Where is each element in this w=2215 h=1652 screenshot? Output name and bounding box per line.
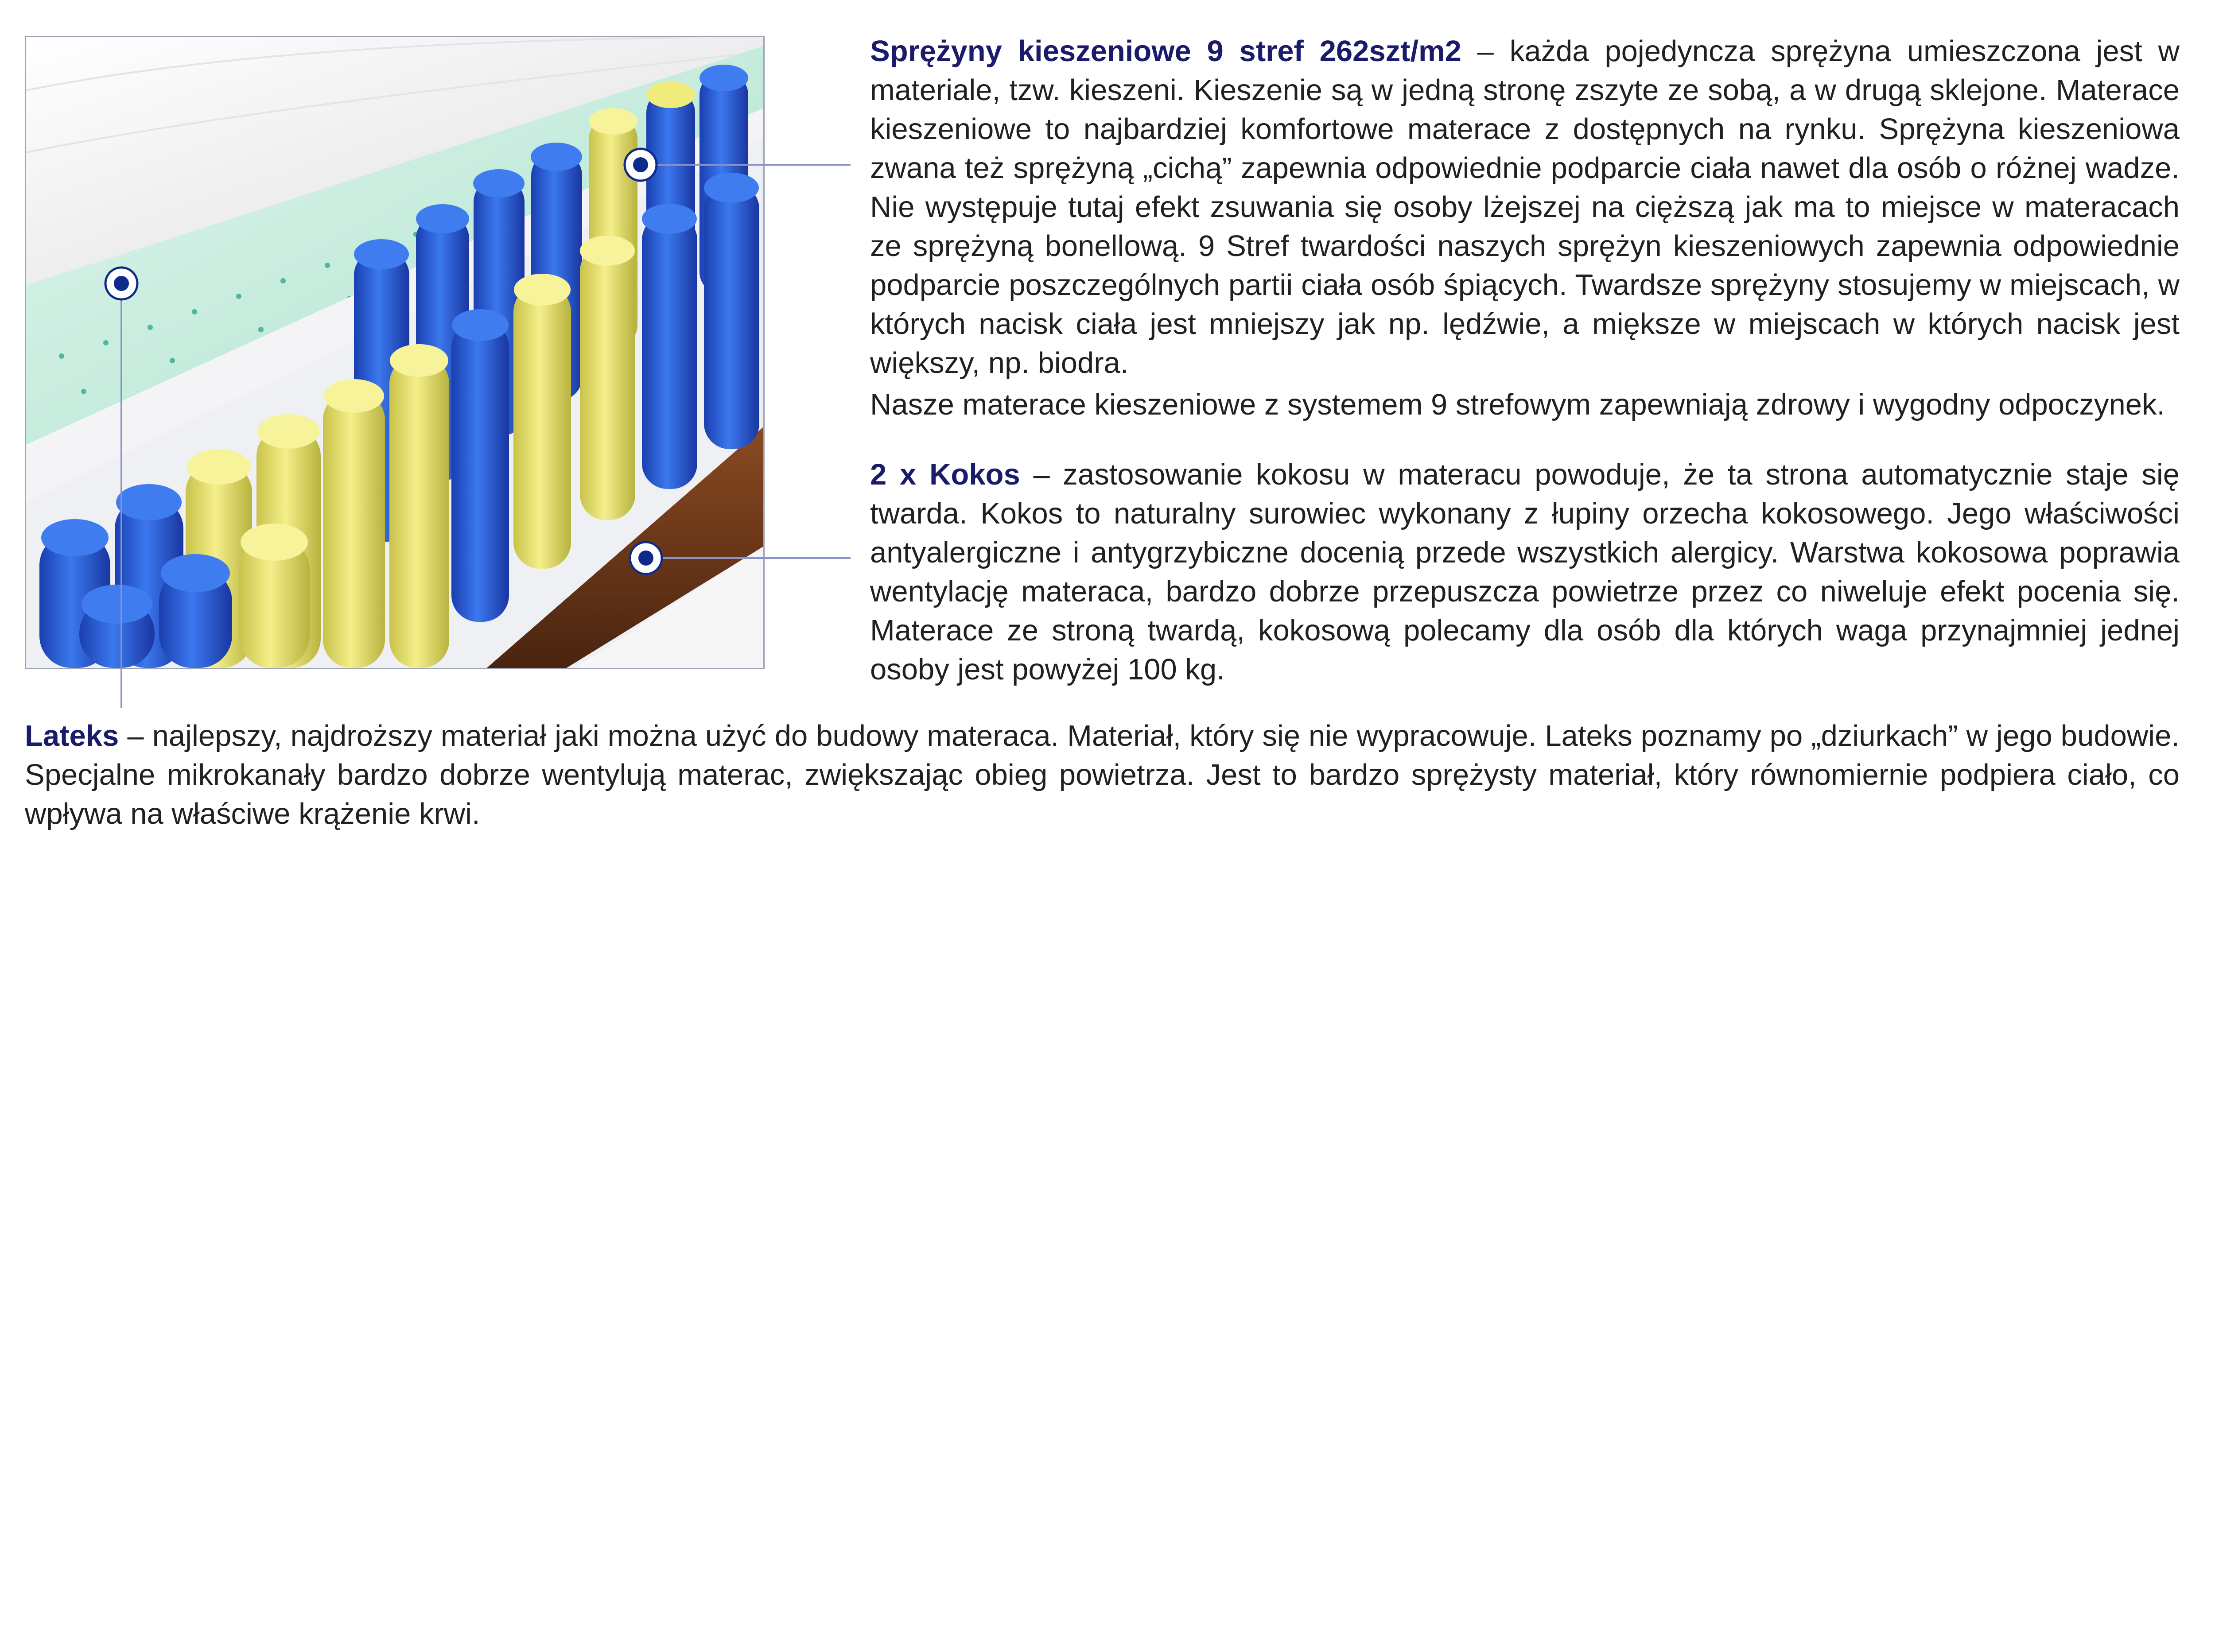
pocket-springs-text: – każda pojedyncza sprężyna umieszczona jest w materiale, tzw. kieszeni. Kieszenie są w jedną stronę zszyte ze sobą, a w drugą sklejone. Materace kieszeniowe to najbardziej komfortowe materace z dostępnych na rynku. Sprężyna kieszeniowa zwana też sprężyną „cichą” zapewnia odpowiednie podparcie ciała nawet dla osób o różnej wadze. Nie występuje tutaj efekt zsuwania się osoby lżejszej na cięższą jak ma to miejsce w materacach ze sprężyną bonellową. 9 Stref twardości naszych sprężyn kieszeniowych zapewnia odpowiednie podparcie poszczególnych partii ciała osób śpiących. Twardsze sprężyny stosujemy w miejscach, w których nacisk ciała jest mniejszy jak np. lędźwie, a miększe w miejscach w których nacisk jest większy, np. biodra. [870, 35, 2180, 380]
coconut-text: – zastosowanie kokosu w materacu powoduje, że ta strona automatycznie staje się twarda. Kokos to naturalny surowiec wykonany z łupiny orzecha kokosowego. Jego właściwości antyalergiczne i antygrzybiczne docenią przede wszystkich alergicy. Warstwa kokosowa poprawia wentylację materaca, bardzo dobrze przepuszcza powietrze przez co niweluje efekt pocenia się. Materace ze stroną twardą, kokosową polecamy dla osób dla których waga przynajmniej jednej osoby jest powyżej 100 kg. [870, 458, 2180, 686]
pocket-springs-description [870, 32, 2180, 383]
latex-description [25, 717, 2180, 834]
latex-term: Lateks [25, 719, 119, 752]
pocket-springs-summary: Nasze materace kieszeniowe z systemem 9 strefowym zapewniają zdrowy i wygodny odpoczynek. [870, 388, 2165, 421]
latex-text: – najlepszy, najdroższy materiał jaki można użyć do budowy materaca. Materiał, który się nie wypracowuje. Lateks poznamy po „dziurkach” w jego budowie. Specjalne mikrokanały bardzo dobrze wentylują materac, zwiększając obieg powietrza. Jest to bardzo sprężysty materiał, który równomiernie podpiera ciało, co wpływa na właściwe krążenie krwi. [25, 719, 2180, 830]
pocket-springs-term: Sprężyny kieszeniowe 9 stref 262szt/m2 [870, 35, 1461, 68]
coconut-description [870, 455, 2180, 689]
mattress-cross-section-image [25, 36, 765, 669]
mattress-illustration [26, 37, 763, 668]
coconut-term: 2 x Kokos [870, 458, 1020, 491]
